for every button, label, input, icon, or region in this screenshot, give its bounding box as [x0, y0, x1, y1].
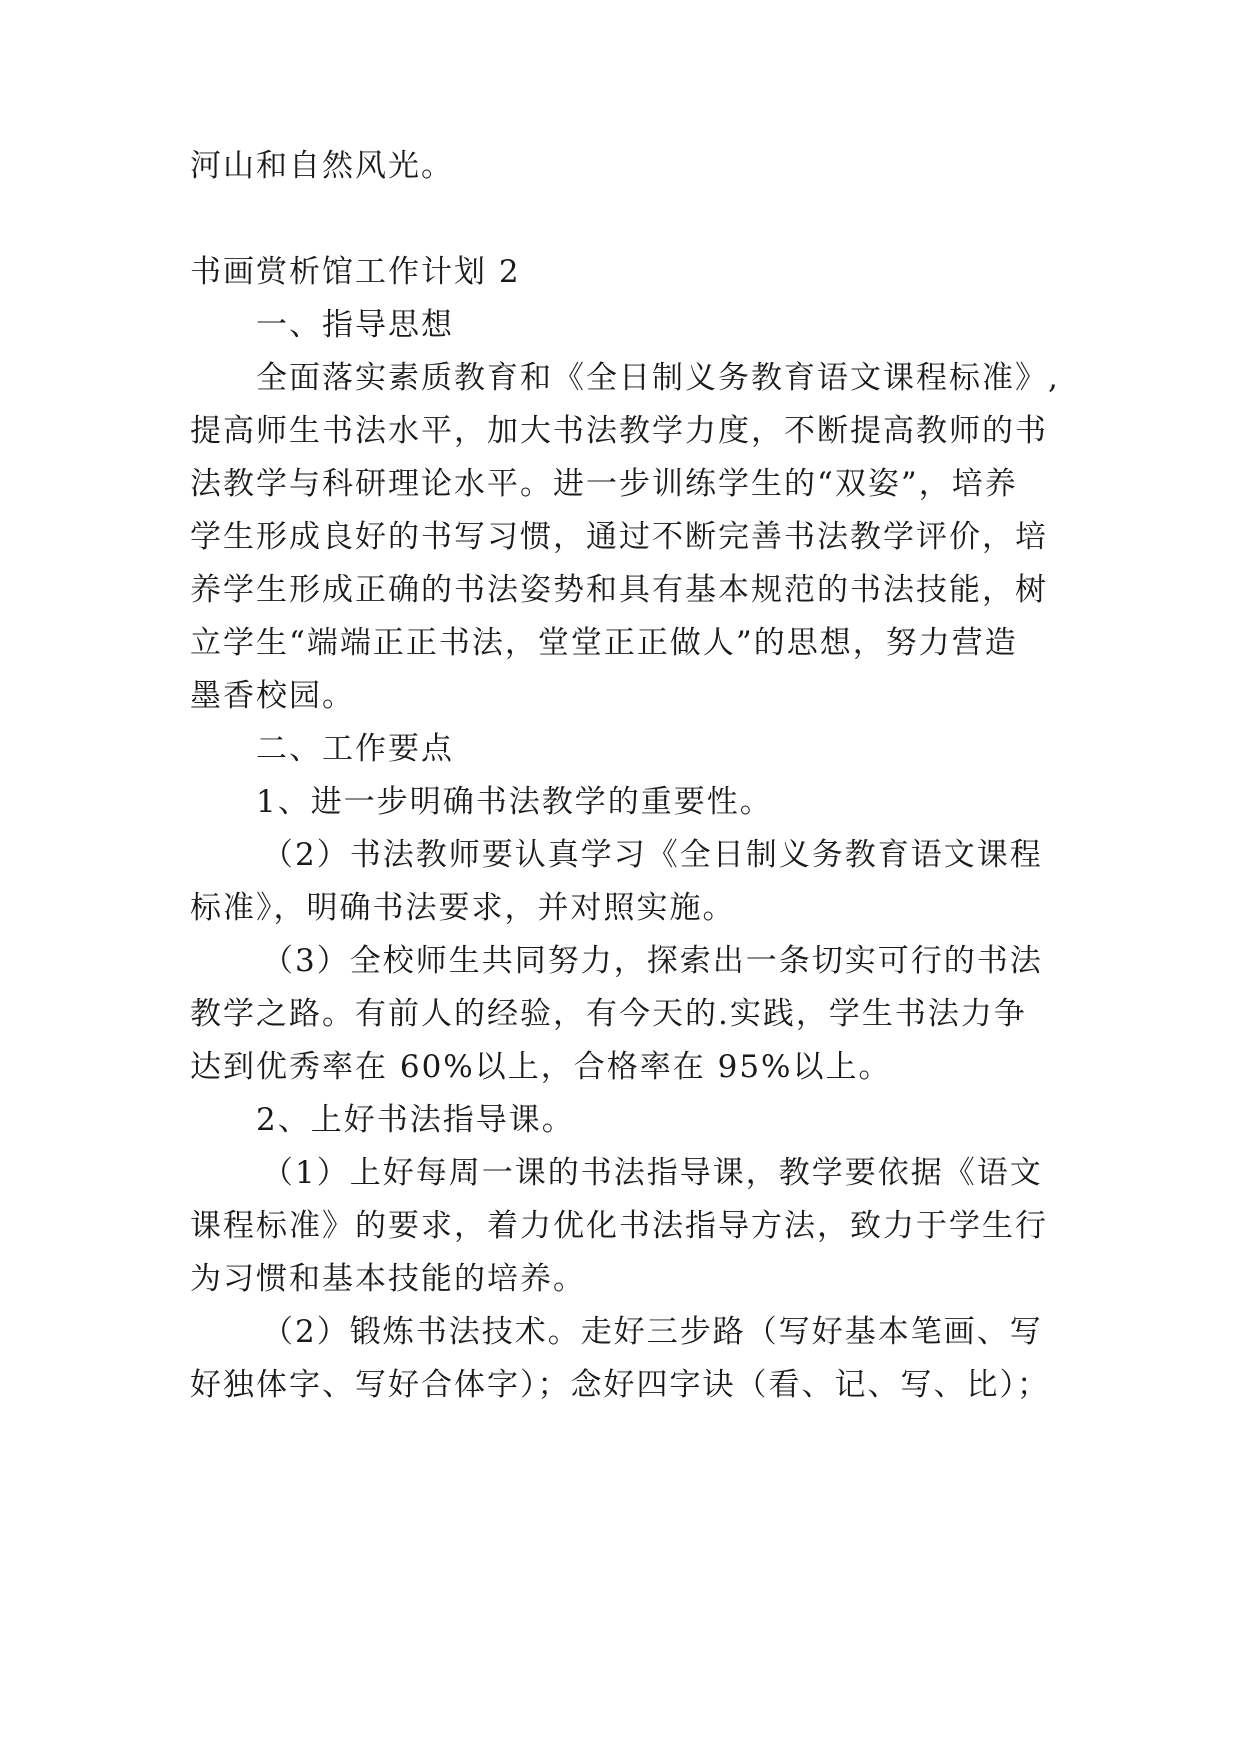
item-1-2-line-2: 标准》，明确书法要求，并对照实施。: [190, 890, 736, 926]
item-1-3-line-3: 达到优秀率在 60%以上，合格率在 95%以上。: [190, 1049, 892, 1085]
para-1-line-5: 养学生形成正确的书法姿势和具有基本规范的书法技能，树: [190, 572, 1048, 608]
para-1-line-7: 墨香校园。: [190, 678, 355, 714]
item-1-3-line-1: （3）全校师生共同努力，探索出一条切实可行的书法: [262, 943, 1043, 979]
continuation-text: 河山和自然风光。: [190, 148, 454, 184]
para-1-line-4: 学生形成良好的书写习惯，通过不断完善书法教学评价，培: [190, 519, 1048, 555]
item-1: 1、进一步明确书法教学的重要性。: [256, 784, 773, 820]
section-title: 书画赏析馆工作计划 2: [190, 254, 521, 290]
item-2-2-line-1: （2）锻炼书法技术。走好三步路（写好基本笔画、写: [262, 1314, 1043, 1350]
item-1-2-line-1: （2）书法教师要认真学习《全日制义务教育语文课程: [262, 837, 1043, 873]
item-2-1-line-3: 为习惯和基本技能的培养。: [190, 1261, 586, 1297]
item-2: 2、上好书法指导课。: [256, 1102, 575, 1138]
para-1-line-1: 全面落实素质教育和《全日制义务教育语文课程标准》,: [256, 360, 1060, 396]
para-1-line-2: 提高师生书法水平，加大书法教学力度，不断提高教师的书: [190, 413, 1048, 449]
item-2-2-line-2: 好独体字、写好合体字）；念好四字诀（看、记、写、比）；: [190, 1367, 1050, 1403]
item-1-3-line-2: 教学之路。有前人的经验，有今天的.实践，学生书法力争: [190, 996, 1027, 1032]
item-2-1-line-1: （1）上好每周一课的书法指导课，教学要依据《语文: [262, 1155, 1043, 1191]
heading-work-points: 二、工作要点: [256, 731, 454, 767]
item-2-1-line-2: 课程标准》的要求，着力优化书法指导方法，致力于学生行: [190, 1208, 1048, 1244]
para-1-line-3: 法教学与科研理论水平。进一步训练学生的“双姿”，培养: [190, 466, 1018, 502]
heading-guiding-ideology: 一、指导思想: [256, 307, 454, 343]
para-1-line-6: 立学生“端端正正书法，堂堂正正做人”的思想，努力营造: [190, 625, 1018, 661]
